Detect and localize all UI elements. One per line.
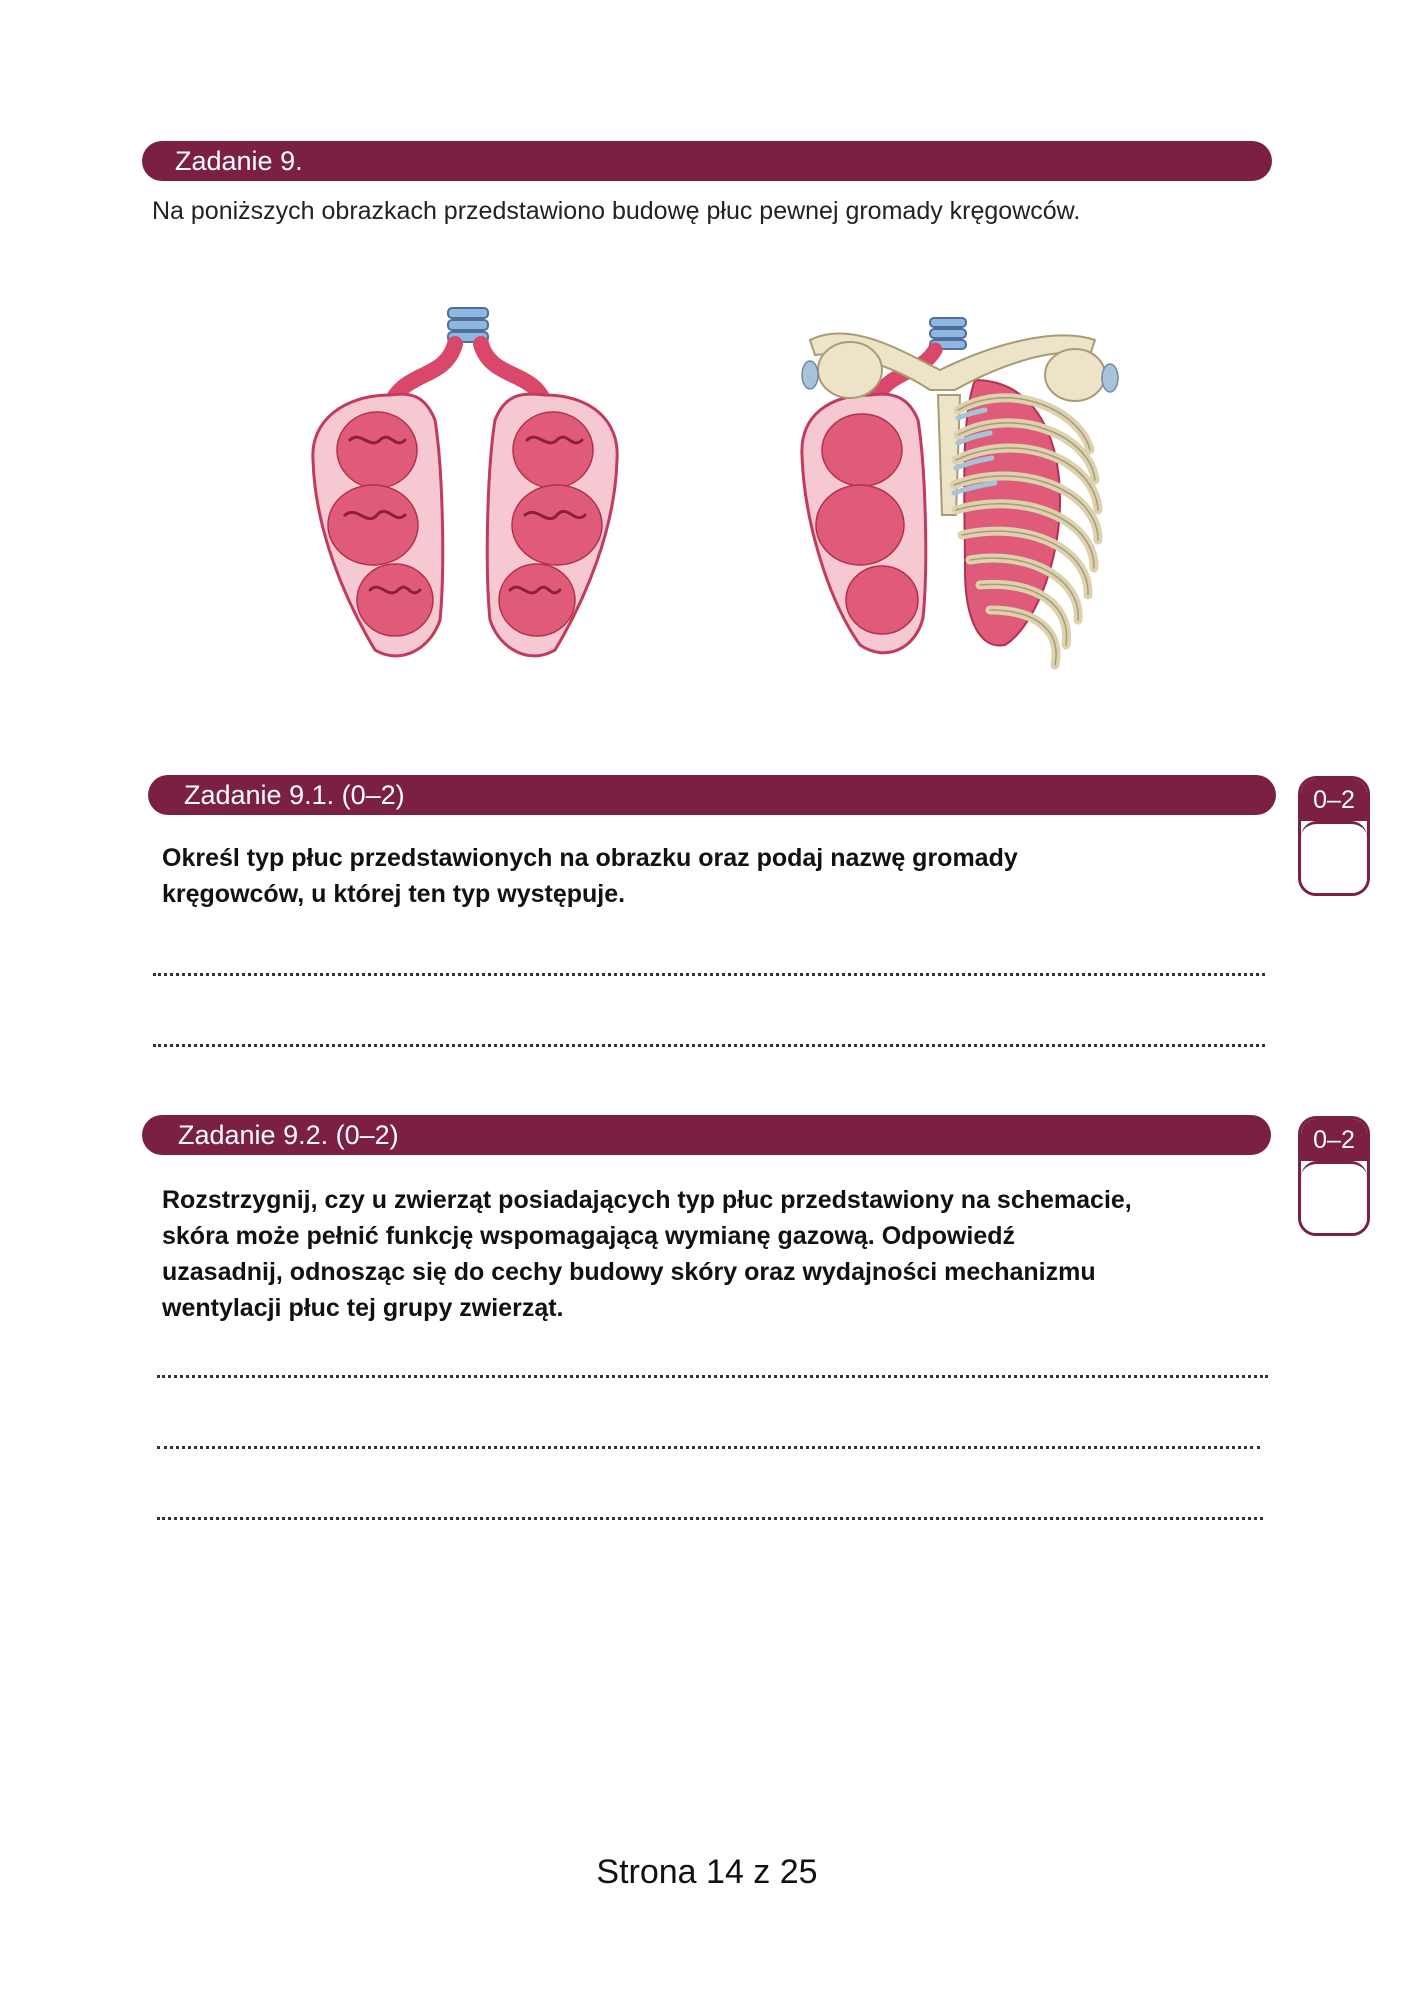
task-9-header [142,141,1272,181]
task-9-1-score-field[interactable] [1301,821,1367,893]
task-9-2-header [142,1115,1271,1155]
task-9-1-header [148,775,1276,815]
answer-line[interactable] [157,1375,1268,1378]
lungs-with-ribcage-illustration [790,300,1150,680]
task-9-1-question-line: kręgowców, u której ten typ występuje. [162,880,626,908]
answer-line[interactable] [153,1044,1265,1047]
task-9-2-score-label: 0–2 [1301,1119,1367,1161]
task-9-1-score-box [1298,776,1370,896]
lungs-illustration [305,300,625,670]
task-9-1-title: Zadanie 9.1. (0–2) [184,780,405,810]
page-number: Strona 14 z 25 [596,1853,818,1891]
task-9-2-score-field[interactable] [1301,1161,1367,1233]
task-9-2-question-line: wentylacji płuc tej grupy zwierząt. [162,1294,564,1322]
task-9-2-score-box [1298,1116,1370,1236]
task-9-1-question [162,840,1018,912]
task-9-1-question-line: Określ typ płuc przedstawionych na obrazku oraz podaj nazwę gromady [162,844,1018,872]
task-9-intro: Na poniższych obrazkach przedstawiono budowę płuc pewnej gromady kręgowców. [152,197,1081,225]
task-9-2-title: Zadanie 9.2. (0–2) [178,1120,399,1150]
task-9-2-question-line: skóra może pełnić funkcję wspomagającą wymianę gazową. Odpowiedź [162,1222,1016,1250]
task-9-2-question-line: uzasadnij, odnosząc się do cechy budowy skóry oraz wydajności mechanizmu [162,1258,1096,1286]
task-9-title: Zadanie 9. [175,146,303,176]
answer-line[interactable] [153,973,1265,976]
task-9-1-score-label: 0–2 [1301,779,1367,821]
task-9-2-question [162,1182,1132,1326]
answer-line[interactable] [157,1517,1263,1520]
answer-line[interactable] [157,1446,1260,1449]
task-9-2-question-line: Rozstrzygnij, czy u zwierząt posiadających typ płuc przedstawiony na schemacie, [162,1186,1132,1214]
